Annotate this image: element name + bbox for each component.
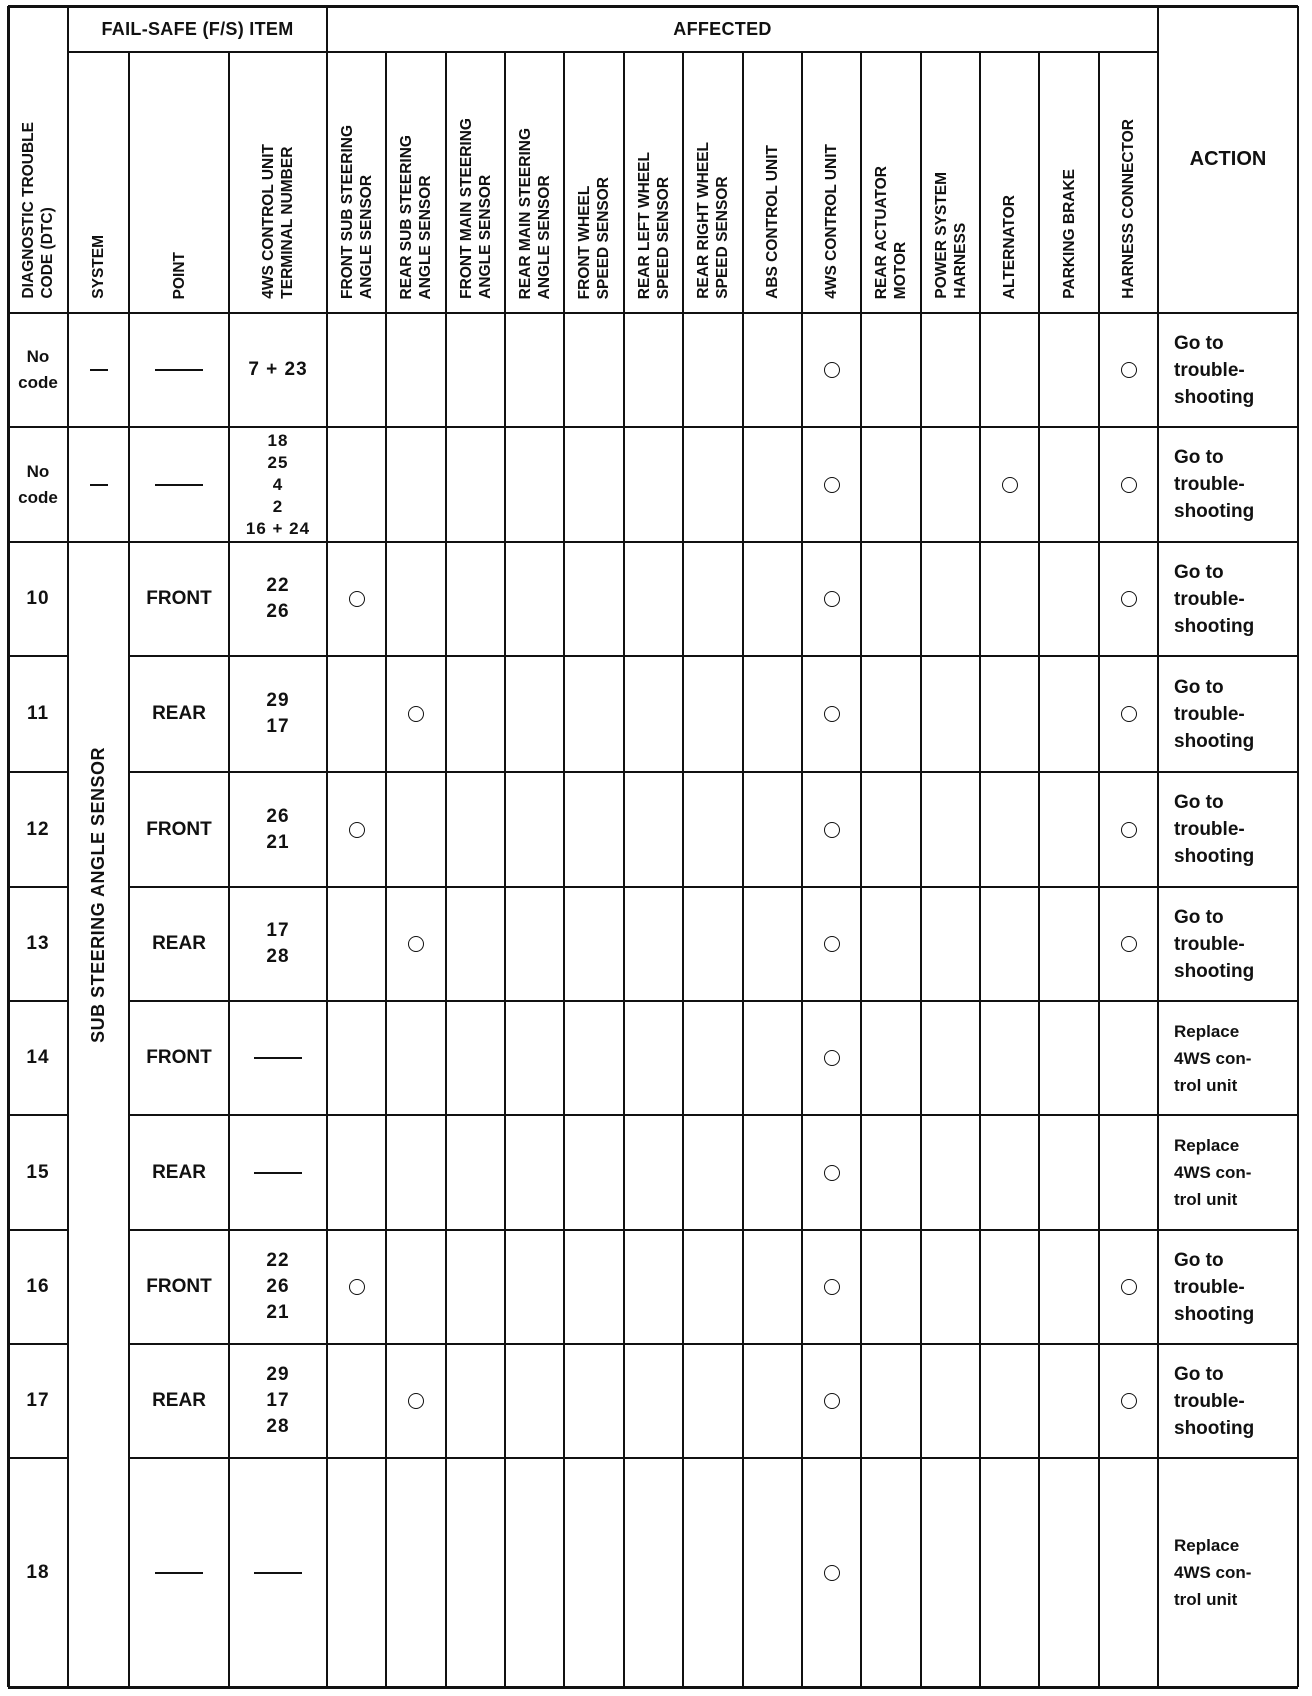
header-affected-col-label: ALTERNATOR	[1001, 194, 1018, 299]
header-affected-col-label: REAR MAIN STEERING ANGLE SENSOR	[516, 127, 553, 299]
header-affected-col	[921, 52, 980, 313]
point-cell	[129, 772, 229, 887]
circle-mark-icon	[349, 822, 365, 838]
dtc-cell	[8, 427, 68, 542]
affected-cell	[1099, 1230, 1158, 1344]
action-cell	[1158, 656, 1298, 772]
header-affected-group	[327, 6, 1158, 52]
dash-mark	[155, 369, 203, 371]
circle-mark-icon	[1121, 477, 1137, 493]
affected-cell	[802, 1115, 861, 1230]
grid-line	[1157, 6, 1159, 1687]
point-cell	[129, 542, 229, 656]
grid-line	[623, 52, 625, 1687]
grid-line	[129, 655, 1298, 657]
terminal-number: 7 + 23	[248, 359, 308, 380]
header-affected-col	[743, 52, 802, 313]
point-label: FRONT	[146, 818, 212, 840]
grid-line	[129, 1457, 1298, 1459]
dash-mark	[90, 484, 108, 486]
circle-mark-icon	[824, 362, 840, 378]
affected-cell	[802, 1344, 861, 1458]
point-cell	[129, 1344, 229, 1458]
circle-mark-icon	[408, 706, 424, 722]
dtc-cell	[8, 1115, 68, 1230]
header-affected-col	[386, 52, 446, 313]
header-point	[129, 52, 229, 313]
circle-mark-icon	[1002, 477, 1018, 493]
header-affected-col	[683, 52, 743, 313]
action-cell	[1158, 887, 1298, 1001]
system-span-cell	[68, 542, 129, 1687]
affected-cell	[1099, 887, 1158, 1001]
grid-line	[8, 312, 1298, 315]
affected-cell	[802, 1001, 861, 1115]
terminal-cell	[229, 1115, 327, 1230]
dash-mark	[254, 1057, 302, 1059]
point-cell	[129, 1458, 229, 1687]
terminal-cell	[229, 427, 327, 542]
point-cell	[129, 887, 229, 1001]
circle-mark-icon	[1121, 936, 1137, 952]
terminal-cell	[229, 1230, 327, 1344]
point-label: FRONT	[146, 588, 212, 609]
grid-line	[1038, 52, 1040, 1687]
action-text: Go to trouble- shooting	[1174, 1363, 1255, 1439]
dtc-cell	[8, 1344, 68, 1458]
circle-mark-icon	[824, 1565, 840, 1581]
header-affected-label: AFFECTED	[673, 18, 772, 39]
grid-line	[8, 1457, 68, 1459]
header-affected-col	[980, 52, 1039, 313]
header-affected-col-label: REAR SUB STEERING ANGLE SENSOR	[398, 134, 434, 299]
grid-line	[979, 52, 981, 1687]
action-cell	[1158, 772, 1298, 887]
grid-line	[8, 1343, 68, 1345]
affected-cell	[327, 772, 386, 887]
terminal-number: 17 28	[266, 920, 290, 967]
affected-cell	[802, 542, 861, 656]
header-action	[1158, 6, 1298, 313]
dash-mark	[155, 1572, 203, 1574]
header-dtc-label: DIAGNOSTIC TROUBLE CODE (DTC)	[20, 122, 56, 299]
header-system-label: SYSTEM	[90, 235, 107, 299]
dash-mark	[254, 1172, 302, 1174]
circle-mark-icon	[824, 591, 840, 607]
dtc-cell	[8, 542, 68, 656]
action-text: Go to trouble- shooting	[1174, 676, 1255, 752]
header-dtc	[8, 6, 68, 313]
circle-mark-icon	[1121, 1393, 1137, 1409]
action-text: Replace 4WS con- trol unit	[1174, 1136, 1252, 1209]
terminal-cell	[229, 1458, 327, 1687]
point-cell	[129, 1001, 229, 1115]
header-affected-col-label: REAR RIGHT WHEEL SPEED SENSOR	[695, 142, 731, 299]
header-point-label: POINT	[170, 251, 188, 299]
header-system	[68, 52, 129, 313]
terminal-number: 18 25 4 2 16 + 24	[245, 430, 311, 538]
grid-line	[8, 886, 68, 888]
dash-mark	[155, 484, 203, 486]
dtc-code: 13	[26, 933, 50, 954]
grid-line	[128, 52, 130, 1687]
dtc-code: 11	[26, 703, 50, 724]
header-affected-col-label: PARKING BRAKE	[1060, 169, 1078, 299]
header-failsafe-label: FAIL-SAFE (F/S) ITEM	[101, 18, 294, 39]
grid-line	[8, 1229, 68, 1231]
circle-mark-icon	[824, 477, 840, 493]
grid-line	[228, 52, 230, 1687]
action-text: Go to trouble- shooting	[1174, 792, 1255, 867]
circle-mark-icon	[408, 1393, 424, 1409]
grid-line	[563, 52, 565, 1687]
system-cell	[68, 427, 129, 542]
point-cell	[129, 1115, 229, 1230]
affected-cell	[802, 313, 861, 427]
grid-line	[8, 5, 1298, 8]
action-text: Replace 4WS con- trol unit	[1174, 1021, 1252, 1095]
dtc-code: No code	[18, 461, 58, 507]
action-text: Go to trouble- shooting	[1174, 561, 1255, 637]
grid-line	[68, 51, 1158, 53]
terminal-cell	[229, 1001, 327, 1115]
circle-mark-icon	[824, 936, 840, 952]
dtc-code: 10	[26, 588, 50, 609]
action-cell	[1158, 542, 1298, 656]
action-cell	[1158, 313, 1298, 427]
grid-line	[8, 771, 68, 773]
dtc-cell	[8, 887, 68, 1001]
terminal-cell	[229, 772, 327, 887]
action-text: Go to trouble- shooting	[1174, 1249, 1255, 1325]
affected-cell	[1099, 656, 1158, 772]
point-label: REAR	[152, 703, 206, 724]
grid-line	[8, 655, 68, 657]
affected-cell	[802, 887, 861, 1001]
header-affected-col-label: REAR LEFT WHEEL SPEED SENSOR	[635, 151, 672, 299]
grid-line	[129, 1229, 1298, 1231]
circle-mark-icon	[1121, 1279, 1137, 1295]
header-affected-col-label: FRONT MAIN STEERING ANGLE SENSOR	[457, 118, 494, 299]
point-label: REAR	[152, 1161, 206, 1183]
header-terminal-label: 4WS CONTROL UNIT TERMINAL NUMBER	[260, 144, 296, 299]
dtc-cell	[8, 656, 68, 772]
action-text: Replace 4WS con- trol unit	[1174, 1536, 1252, 1609]
affected-cell	[1099, 313, 1158, 427]
terminal-cell	[229, 887, 327, 1001]
grid-line	[860, 52, 862, 1687]
action-cell	[1158, 427, 1298, 542]
terminal-cell	[229, 656, 327, 772]
terminal-number: 22 26 21	[266, 1250, 290, 1323]
grid-line	[326, 6, 328, 1687]
header-affected-col	[1099, 52, 1158, 313]
grid-line	[129, 1114, 1298, 1116]
grid-line	[8, 426, 1298, 428]
point-cell	[129, 1230, 229, 1344]
grid-line	[129, 771, 1298, 773]
grid-line	[8, 1000, 68, 1002]
header-terminal-number	[229, 52, 327, 313]
affected-cell	[1099, 772, 1158, 887]
grid-line	[7, 6, 10, 1687]
system-span-label: SUB STEERING ANGLE SENSOR	[88, 747, 108, 1043]
affected-cell	[1099, 427, 1158, 542]
affected-cell	[386, 887, 446, 1001]
header-affected-col	[1039, 52, 1099, 313]
circle-mark-icon	[1121, 362, 1137, 378]
dtc-cell	[8, 772, 68, 887]
affected-cell	[802, 427, 861, 542]
dtc-cell	[8, 1458, 68, 1687]
grid-line	[129, 886, 1298, 888]
affected-cell	[1099, 542, 1158, 656]
dtc-code: 14	[26, 1047, 50, 1068]
action-cell	[1158, 1230, 1298, 1344]
grid-line	[385, 52, 387, 1687]
header-affected-col-label: REAR ACTUATOR MOTOR	[873, 165, 909, 299]
terminal-cell	[229, 313, 327, 427]
header-affected-col-label: HARNESS CONNECTOR	[1120, 119, 1137, 299]
grid-line	[920, 52, 922, 1687]
affected-cell	[802, 1458, 861, 1687]
terminal-number: 29 17 28	[266, 1364, 290, 1437]
circle-mark-icon	[824, 822, 840, 838]
circle-mark-icon	[408, 936, 424, 952]
action-cell	[1158, 1115, 1298, 1230]
point-label: REAR	[152, 933, 206, 954]
system-cell	[68, 313, 129, 427]
grid-line	[8, 541, 1298, 543]
affected-cell	[327, 542, 386, 656]
dtc-cell	[8, 1001, 68, 1115]
header-affected-col	[505, 52, 564, 313]
circle-mark-icon	[824, 1050, 840, 1066]
action-text: Go to trouble- shooting	[1174, 332, 1255, 408]
circle-mark-icon	[824, 1165, 840, 1181]
action-cell	[1158, 1001, 1298, 1115]
grid-line	[801, 52, 803, 1687]
affected-cell	[1099, 1344, 1158, 1458]
affected-cell	[386, 656, 446, 772]
point-label: FRONT	[146, 1276, 212, 1297]
header-affected-col-label: 4WS CONTROL UNIT	[823, 144, 840, 299]
header-affected-col-label: ABS CONTROL UNIT	[764, 145, 781, 299]
action-text: Go to trouble- shooting	[1174, 906, 1255, 982]
affected-cell	[802, 656, 861, 772]
grid-line	[504, 52, 506, 1687]
circle-mark-icon	[1121, 706, 1137, 722]
grid-line	[8, 1114, 68, 1116]
point-cell	[129, 656, 229, 772]
grid-line	[1297, 6, 1300, 1687]
affected-cell	[802, 1230, 861, 1344]
point-label: REAR	[152, 1390, 206, 1411]
grid-line	[742, 52, 744, 1687]
header-affected-col-label: POWER SYSTEM HARNESS	[932, 172, 969, 299]
dtc-cell	[8, 1230, 68, 1344]
terminal-cell	[229, 1344, 327, 1458]
dtc-code: 17	[26, 1390, 50, 1411]
grid-line	[129, 1343, 1298, 1345]
header-failsafe-group	[68, 6, 327, 52]
affected-cell	[802, 772, 861, 887]
header-affected-col-label: FRONT SUB STEERING ANGLE SENSOR	[338, 125, 375, 299]
circle-mark-icon	[824, 1279, 840, 1295]
dtc-code: 15	[26, 1161, 50, 1183]
header-affected-col	[624, 52, 683, 313]
grid-line	[129, 1000, 1298, 1002]
affected-cell	[386, 1344, 446, 1458]
header-affected-col	[446, 52, 505, 313]
header-affected-col-label: FRONT WHEEL SPEED SENSOR	[576, 176, 612, 299]
affected-cell	[980, 427, 1039, 542]
circle-mark-icon	[1121, 591, 1137, 607]
dash-mark	[254, 1572, 302, 1574]
dtc-code: 12	[26, 818, 50, 840]
circle-mark-icon	[824, 1393, 840, 1409]
affected-cell	[327, 1230, 386, 1344]
point-label: FRONT	[146, 1047, 212, 1068]
circle-mark-icon	[349, 591, 365, 607]
terminal-number: 22 26	[266, 575, 290, 622]
point-cell	[129, 427, 229, 542]
action-text: Go to trouble- shooting	[1174, 447, 1255, 522]
dtc-code: 18	[26, 1561, 50, 1583]
dtc-code: No code	[18, 347, 58, 392]
circle-mark-icon	[1121, 822, 1137, 838]
action-cell	[1158, 1458, 1298, 1687]
point-cell	[129, 313, 229, 427]
grid-line	[8, 1686, 1298, 1689]
grid-line	[67, 6, 69, 1687]
header-affected-col	[564, 52, 624, 313]
dtc-cell	[8, 313, 68, 427]
grid-line	[682, 52, 684, 1687]
terminal-number: 26 21	[266, 805, 290, 853]
terminal-cell	[229, 542, 327, 656]
header-affected-col	[861, 52, 921, 313]
dtc-code: 16	[26, 1276, 50, 1297]
dash-mark	[90, 369, 108, 371]
grid-line	[1098, 52, 1100, 1687]
circle-mark-icon	[349, 1279, 365, 1295]
header-affected-col	[327, 52, 386, 313]
terminal-number: 29 17	[266, 690, 290, 737]
grid-line	[445, 52, 447, 1687]
action-cell	[1158, 1344, 1298, 1458]
circle-mark-icon	[824, 706, 840, 722]
header-action-label: ACTION	[1189, 148, 1267, 170]
header-affected-col	[802, 52, 861, 313]
